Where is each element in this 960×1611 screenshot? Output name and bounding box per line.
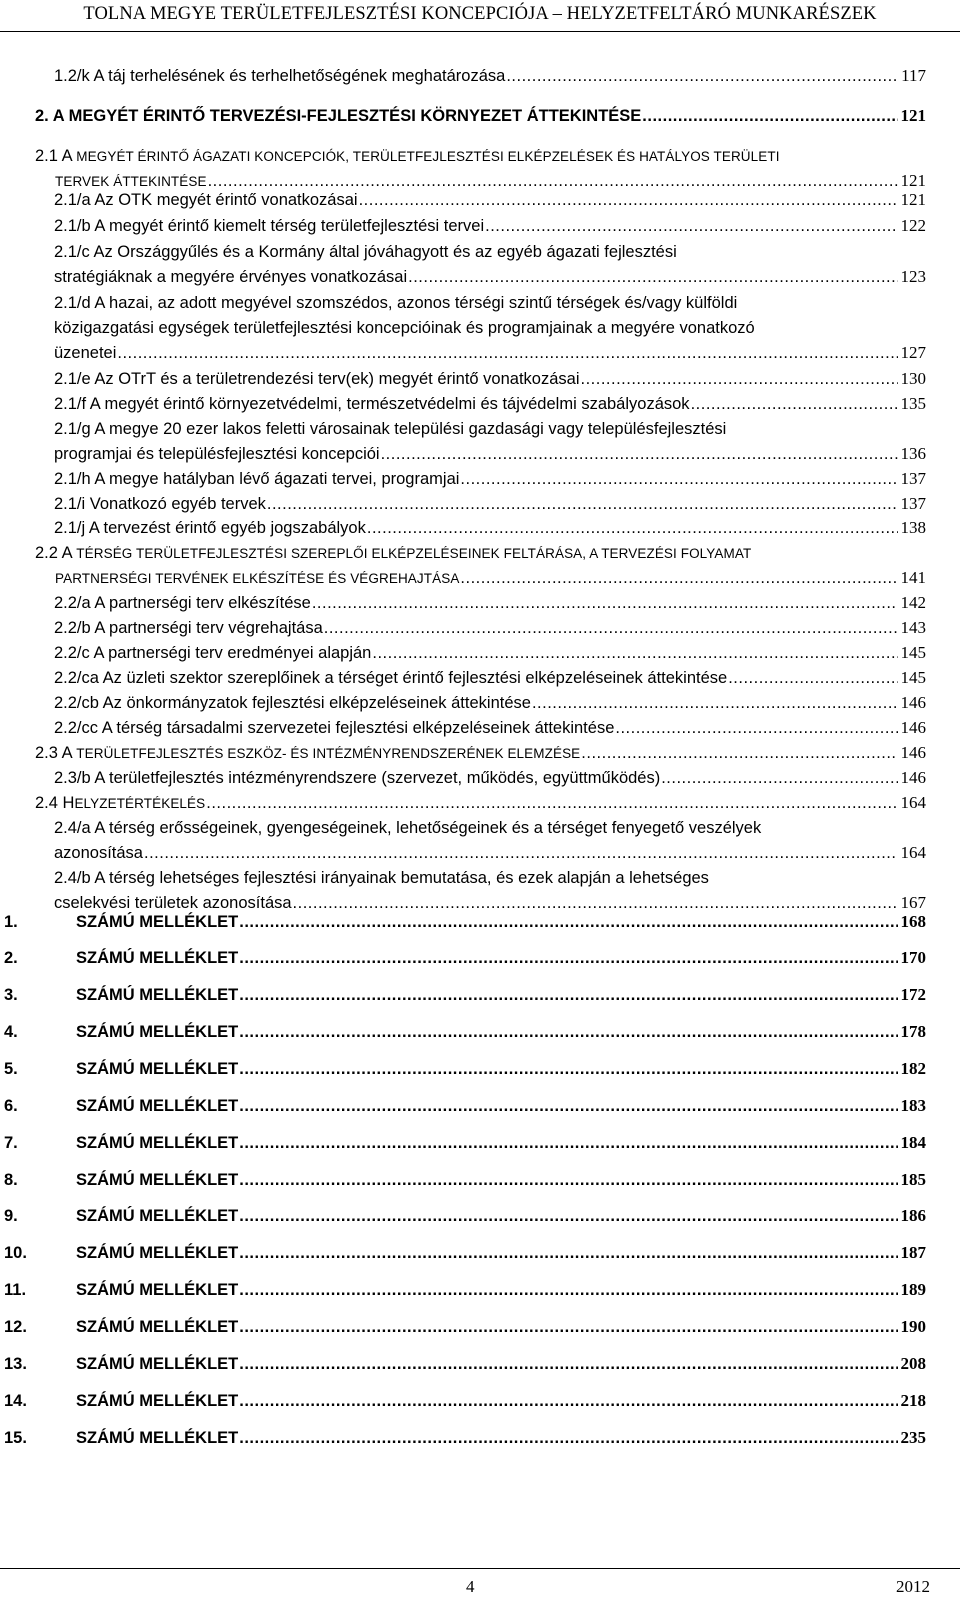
toc-entry[interactable] [54, 216, 926, 236]
section-title-smallcaps: TERÜLETFEJLESZTÉS ESZKÖZ- ÉS INTÉZMÉNYRENDSZERÉNEK ELEMZÉSE [76, 746, 581, 761]
toc-entry[interactable] [54, 242, 926, 287]
toc-entry-title: 2. A MEGYÉT ÉRINTŐ TERVEZÉSI-FEJLESZTÉSI KÖRNYEZET ÁTTEKINTÉSE [35, 107, 642, 125]
toc-entry[interactable] [54, 469, 926, 489]
toc-entry[interactable] [54, 818, 926, 863]
toc-entry-page: 117 [901, 66, 926, 85]
dot-leader [641, 106, 897, 126]
section-title-smallcaps: TÉRSÉG TERÜLETFEJLESZTÉSI SZEREPLŐI ELKÉPZELÉSEINEK FELTÁRÁSA, A TERVEZÉSI FOLYAMAT [76, 546, 752, 561]
toc-entry[interactable] [54, 394, 926, 414]
appendix-number: 5. [4, 1060, 18, 1078]
dot-leader [238, 1206, 897, 1226]
dot-leader [238, 1391, 897, 1411]
appendix-number: 9. [4, 1207, 18, 1225]
toc-entry-title: 2.4/a A térség erősségeinek, gyengeségeinek, lehetőségeinek és a térséget fenyegető veszélyek [54, 819, 762, 837]
toc-appendix-entry[interactable] [4, 1059, 926, 1079]
appendix-title: SZÁMÚ MELLÉKLET [76, 1355, 239, 1373]
dot-leader [459, 469, 897, 489]
dot-leader [238, 1243, 897, 1263]
toc-entry[interactable] [54, 190, 926, 210]
dot-leader [238, 1059, 897, 1079]
dot-leader [205, 793, 897, 813]
toc-appendix-entry[interactable] [4, 1133, 926, 1153]
dot-leader [358, 190, 898, 210]
dot-leader [116, 343, 897, 363]
section-number: 2.2 A [35, 544, 77, 562]
toc-entry-page: 143 [900, 618, 926, 637]
toc-entry-page: 186 [900, 1206, 926, 1225]
toc-entry-page: 208 [900, 1354, 926, 1373]
toc-section-entry[interactable] [35, 743, 926, 764]
toc-entry-page: 146 [900, 743, 926, 762]
toc-entry-title: programjai és településfejlesztési koncepciói [54, 445, 380, 463]
toc-appendix-entry[interactable] [4, 1096, 926, 1116]
toc-entry[interactable] [54, 494, 926, 514]
toc-entry-title: 2.2/b A partnerségi terv végrehajtása [54, 619, 323, 637]
dot-leader [238, 1354, 897, 1374]
toc-entry-page: 146 [900, 718, 926, 737]
section-title-smallcaps: MEGYÉT ÉRINTŐ ÁGAZATI KONCEPCIÓK, TERÜLETFEJLESZTÉSI ELKÉPZELÉSEK ÉS HATÁLYOS TERÜLETI [76, 149, 780, 164]
toc-entry-title: 2.2/cc A térség társadalmi szervezetei fejlesztési elképzeléseinek áttekintése [54, 719, 615, 737]
toc-entry-title: azonosítása [54, 844, 143, 862]
toc-appendix-entry[interactable] [4, 1391, 926, 1411]
toc-entry-page: 142 [900, 593, 926, 612]
appendix-title: SZÁMÚ MELLÉKLET [76, 1060, 239, 1078]
appendix-title: SZÁMÚ MELLÉKLET [76, 1392, 239, 1410]
toc-entry[interactable] [54, 718, 926, 738]
footer-year: 2012 [896, 1577, 930, 1596]
toc-entry-page: 145 [900, 668, 926, 687]
toc-entry[interactable] [54, 643, 926, 663]
toc-entry-page: 183 [900, 1096, 926, 1115]
dot-leader [238, 1133, 897, 1153]
toc-entry-page: 137 [900, 469, 926, 488]
toc-appendix-entry[interactable] [4, 1170, 926, 1190]
dot-leader [207, 171, 898, 191]
footer-divider [0, 1568, 960, 1569]
toc-entry-title: 2.3/b A területfejlesztés intézményrendszere (szervezet, működés, együttműködés) [54, 769, 661, 787]
toc-entry-page: 182 [900, 1059, 926, 1078]
toc-entry-title: cselekvési területek azonosítása [54, 894, 292, 912]
toc-entry-title: 2.2/a A partnerségi terv elkészítése [54, 594, 311, 612]
toc-chapter-entry[interactable] [35, 106, 926, 126]
dot-leader [690, 394, 898, 414]
toc-section-entry[interactable] [35, 793, 926, 814]
section-title-smallcaps: PARTNERSÉGI TERVÉNEK ELKÉSZÍTÉSE ÉS VÉGREHAJTÁSA [55, 571, 460, 586]
toc-entry-page: 122 [900, 216, 926, 235]
appendix-title: SZÁMÚ MELLÉKLET [76, 1207, 239, 1225]
toc-entry-title: 2.1/c Az Országgyűlés és a Kormány által jóváhagyott és az egyéb ágazati fejlesztési [54, 243, 677, 261]
appendix-title: SZÁMÚ MELLÉKLET [76, 986, 239, 1004]
header-divider [0, 31, 960, 32]
toc-entry-title: 2.1/i Vonatkozó egyéb tervek [54, 495, 266, 513]
toc-entry-page: 168 [900, 912, 926, 931]
toc-entry-title: 2.1/g A megye 20 ezer lakos feletti városainak települési gazdasági vagy településfejlesztési [54, 420, 727, 438]
toc-entry-title: 2.2/ca Az üzleti szektor szereplőinek a térséget érintő fejlesztési elképzeléseinek áttekintése [54, 669, 728, 687]
toc-entry-title: 2.1/j A tervezést érintő egyéb jogszabályok [54, 519, 366, 537]
dot-leader [380, 444, 898, 464]
dot-leader [614, 718, 897, 738]
toc-entry-page: 187 [900, 1243, 926, 1262]
toc-appendix-entry[interactable] [4, 912, 926, 932]
toc-entry-title: 2.1/f A megyét érintő környezetvédelmi, természetvédelmi és tájvédelmi szabályozások [54, 395, 690, 413]
dot-leader [238, 948, 897, 968]
toc-entry-page: 138 [900, 518, 926, 537]
appendix-number: 11. [4, 1281, 27, 1299]
toc-section-entry[interactable] [35, 146, 926, 192]
toc-entry-title: 2.1/a Az OTK megyét érintő vonatkozásai [54, 191, 358, 209]
appendix-title: SZÁMÚ MELLÉKLET [76, 913, 239, 931]
appendix-number: 3. [4, 986, 18, 1004]
toc-entry-title: közigazgatási egységek területfejlesztési koncepcióinak és programjainak a megyére vonatkozó [54, 319, 755, 337]
appendix-title: SZÁMÚ MELLÉKLET [76, 1097, 239, 1115]
toc-appendix-entry[interactable] [4, 948, 926, 968]
appendix-title: SZÁMÚ MELLÉKLET [76, 1281, 239, 1299]
toc-entry-page: 218 [900, 1391, 926, 1410]
section-title-smallcaps: ELYZETÉRTÉKELÉS [74, 796, 206, 811]
dot-leader [238, 1428, 897, 1448]
toc-entry-page: 190 [900, 1317, 926, 1336]
toc-entry-page: 164 [900, 843, 926, 862]
dot-leader [484, 216, 897, 236]
section-number: 2.3 A [35, 744, 77, 762]
toc-entry-title: 2.2/c A partnerségi terv eredményei alapján [54, 644, 372, 662]
toc-appendix-entry[interactable] [4, 1022, 926, 1042]
toc-section-entry[interactable] [35, 543, 926, 589]
dot-leader [407, 267, 897, 287]
toc-entry-page: 235 [900, 1428, 926, 1447]
dot-leader [459, 568, 897, 588]
toc-entry-page: 121 [900, 171, 926, 190]
appendix-number: 14. [4, 1392, 27, 1410]
dot-leader [238, 1022, 897, 1042]
appendix-title: SZÁMÚ MELLÉKLET [76, 1023, 239, 1041]
toc-entry-page: 189 [900, 1280, 926, 1299]
toc-entry-page: 146 [900, 768, 926, 787]
toc-entry-page: 167 [900, 893, 926, 912]
toc-entry[interactable] [54, 693, 926, 713]
dot-leader [531, 693, 898, 713]
dot-leader [292, 893, 898, 913]
toc-entry-page: 178 [900, 1022, 926, 1041]
toc-entry-page: 145 [900, 643, 926, 662]
toc-entry-title: 2.1/b A megyét érintő kiemelt térség területfejlesztési tervei [54, 217, 485, 235]
appendix-title: SZÁMÚ MELLÉKLET [76, 1244, 239, 1262]
toc-appendix-entry[interactable] [4, 1206, 926, 1226]
toc-appendix-entry[interactable] [4, 1428, 926, 1448]
dot-leader [238, 1096, 897, 1116]
appendix-number: 13. [4, 1355, 27, 1373]
dot-leader [238, 912, 897, 932]
appendix-title: SZÁMÚ MELLÉKLET [76, 1318, 239, 1336]
toc-appendix-entry[interactable] [4, 1317, 926, 1337]
appendix-number: 12. [4, 1318, 27, 1336]
appendix-title: SZÁMÚ MELLÉKLET [76, 1171, 239, 1189]
toc-entry-page: 130 [900, 369, 926, 388]
section-number: 2.4 H [35, 794, 75, 812]
toc-appendix-entry[interactable] [4, 1280, 926, 1300]
dot-leader [238, 1317, 897, 1337]
appendix-number: 8. [4, 1171, 18, 1189]
toc-entry-title: stratégiáknak a megyére érvényes vonatkozásai [54, 268, 408, 286]
dot-leader [266, 494, 898, 514]
toc-entry-page: 121 [900, 106, 926, 125]
dot-leader [311, 593, 898, 613]
toc-entry-page: 141 [900, 568, 926, 587]
toc-entry[interactable] [54, 419, 926, 464]
toc-entry[interactable] [54, 618, 926, 638]
dot-leader [371, 643, 897, 663]
appendix-title: SZÁMÚ MELLÉKLET [76, 1429, 239, 1447]
toc-entry-page: 137 [900, 494, 926, 513]
toc-entry-page: 164 [900, 793, 926, 812]
dot-leader [505, 66, 898, 86]
appendix-number: 7. [4, 1134, 18, 1152]
section-title-smallcaps: TERVEK ÁTTEKINTÉSE [55, 174, 207, 189]
toc-entry-page: 184 [900, 1133, 926, 1152]
section-number: 2.1 A [35, 147, 77, 165]
appendix-number: 15. [4, 1429, 27, 1447]
toc-entry-title: 2.4/b A térség lehetséges fejlesztési irányainak bemutatása, és ezek alapján a lehetséges [54, 869, 709, 887]
dot-leader [660, 768, 897, 788]
toc-entry-page: 146 [900, 693, 926, 712]
toc-entry-page: 170 [900, 948, 926, 967]
appendix-title: SZÁMÚ MELLÉKLET [76, 949, 239, 967]
toc-entry-page: 135 [900, 394, 926, 413]
toc-entry-title: 2.1/d A hazai, az adott megyével szomszédos, azonos térségi szintű térségek és/vagy külföldi [54, 294, 738, 312]
dot-leader [238, 1280, 897, 1300]
dot-leader [323, 618, 898, 638]
appendix-number: 2. [4, 949, 18, 967]
toc-entry[interactable] [54, 768, 926, 788]
dot-leader [727, 668, 897, 688]
toc-entry[interactable] [54, 593, 926, 613]
toc-entry-page: 127 [900, 343, 926, 362]
toc-entry[interactable] [54, 369, 926, 389]
toc-entry[interactable] [54, 293, 926, 363]
toc-appendix-entry[interactable] [4, 985, 926, 1005]
toc-entry[interactable] [54, 868, 926, 913]
toc-entry-title: 2.2/cb Az önkormányzatok fejlesztési elképzeléseinek áttekintése [54, 694, 531, 712]
appendix-number: 4. [4, 1023, 18, 1041]
dot-leader [238, 985, 897, 1005]
appendix-number: 10. [4, 1244, 27, 1262]
toc-entry-page: 121 [900, 190, 926, 209]
toc-entry-page: 172 [900, 985, 926, 1004]
toc-appendix-entry[interactable] [4, 1354, 926, 1374]
toc-entry-title: 2.1/e Az OTrT és a területrendezési terv(ek) megyét érintő vonatkozásai [54, 370, 580, 388]
dot-leader [143, 843, 898, 863]
page-number: 4 [466, 1577, 475, 1596]
toc-entry-title: 1.2/k A táj terhelésének és terhelhetőségének meghatározása [54, 67, 506, 85]
toc-entry-title: 2.1/h A megye hatályban lévő ágazati tervei, programjai [54, 470, 460, 488]
dot-leader [580, 369, 898, 389]
appendix-number: 6. [4, 1097, 18, 1115]
dot-leader [366, 518, 898, 538]
toc-entry-page: 136 [900, 444, 926, 463]
appendix-title: SZÁMÚ MELLÉKLET [76, 1134, 239, 1152]
toc-entry-page: 185 [900, 1170, 926, 1189]
appendix-number: 1. [4, 913, 18, 931]
toc-entry[interactable] [54, 66, 926, 86]
toc-entry-page: 123 [900, 267, 926, 286]
toc-entry-title: üzenetei [54, 344, 117, 362]
toc-entry[interactable] [54, 518, 926, 538]
toc-entry[interactable] [54, 668, 926, 688]
toc-appendix-entry[interactable] [4, 1243, 926, 1263]
dot-leader [580, 743, 897, 763]
running-header: TOLNA MEGYE TERÜLETFEJLESZTÉSI KONCEPCIÓJA – HELYZETFELTÁRÓ MUNKARÉSZEK [83, 4, 877, 24]
dot-leader [238, 1170, 897, 1190]
